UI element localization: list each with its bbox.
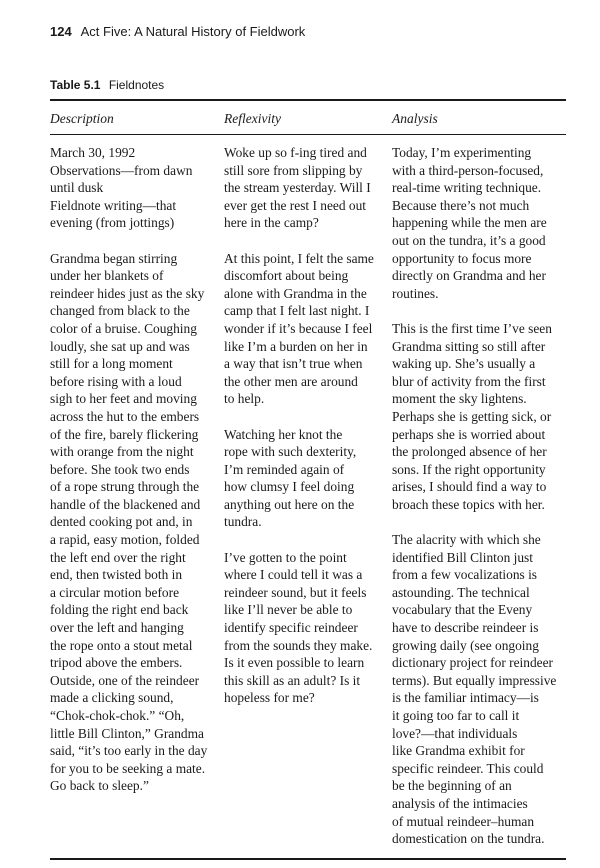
analysis-line: growing daily (see ongoing (392, 637, 539, 653)
reflexivity-line: this skill as an adult? Is it (224, 672, 361, 688)
description-line: the left end over the right (50, 549, 186, 565)
reflexivity-line: like I’ll never be able to (224, 602, 353, 618)
analysis-line: specific reindeer. This could (392, 760, 544, 776)
description-paragraph (50, 144, 220, 232)
analysis-line: Today, I’m experimenting (392, 145, 532, 160)
description-line: a rapid, easy motion, folded (50, 532, 200, 548)
reflexivity-paragraph (224, 426, 386, 532)
description-line: Fieldnote writing—that (50, 197, 177, 213)
reflexivity-line: still sore from slipping by (224, 162, 363, 178)
column-header-description: Description (50, 111, 114, 126)
table-top-rule (50, 99, 566, 101)
analysis-line: The alacrity with which she (392, 532, 541, 548)
analysis-line: Perhaps she is getting sick, or (392, 408, 552, 424)
description-line: for you to be seeking a mate. (50, 760, 206, 776)
reflexivity-line: At this point, I felt the same (224, 250, 374, 266)
analysis-line: of mutual reindeer–human (392, 813, 535, 829)
analysis-line: dictionary project for reindeer (392, 655, 553, 671)
analysis-column (392, 144, 568, 865)
description-paragraph (50, 250, 220, 795)
table-bottom-rule (50, 858, 566, 860)
reflexivity-line: like I’m a burden on her in (224, 338, 368, 354)
analysis-line: with a third-person-focused, (392, 162, 544, 178)
analysis-line: the prolonged absence of her (392, 444, 547, 460)
description-line: over the left and hanging (50, 620, 184, 636)
description-line: a circular motion before (50, 584, 180, 600)
analysis-paragraph (392, 531, 568, 848)
reflexivity-line: the other men are around (224, 373, 358, 389)
reflexivity-line: Is it even possible to learn (224, 655, 365, 671)
reflexivity-line: I’m reminded again of (224, 461, 345, 477)
description-line: with orange from the night (50, 444, 194, 460)
description-line: dented cooking pot and, in (50, 514, 193, 530)
analysis-line: out on the tundra, it’s a good (392, 232, 546, 248)
description-line: of the fire, barely flickering (50, 426, 199, 442)
description-line: said, “it’s too early in the day (50, 743, 208, 759)
analysis-line: Because there’s not much (392, 197, 530, 213)
analysis-line: blur of activity from the first (392, 373, 546, 389)
reflexivity-paragraph (224, 250, 386, 408)
analysis-line: it going too far to call it (392, 708, 520, 723)
description-line: until dusk (50, 180, 104, 196)
analysis-line: This is the first time I’ve seen (392, 320, 552, 336)
description-line: handle of the blackened and (50, 496, 201, 512)
description-line: across the hut to the embers (50, 408, 200, 424)
analysis-line: analysis of the intimacies (392, 795, 528, 811)
reflexivity-line: tundra. (224, 514, 262, 530)
description-line: before rising with a loud (50, 373, 182, 389)
analysis-paragraph (392, 144, 568, 302)
description-line: Outside, one of the reindeer (50, 672, 200, 688)
reflexivity-line: Woke up so f-ing tired and (224, 145, 367, 160)
description-line: the rope onto a stout metal (50, 637, 193, 653)
description-line: Observations—from dawn (50, 162, 193, 178)
reflexivity-line: where I could tell it was a (224, 567, 363, 583)
analysis-line: directly on Grandma and her (392, 268, 546, 284)
analysis-line: waking up. She’s usually a (392, 356, 536, 372)
description-line: under her blankets of (50, 268, 164, 284)
analysis-line: love?—that individuals (392, 725, 518, 741)
analysis-line: sons. If the right opportunity (392, 461, 546, 477)
analysis-line: identified Bill Clinton just (392, 549, 533, 565)
reflexivity-line: alone with Grandma in the (224, 285, 367, 301)
reflexivity-line: Watching her knot the (224, 426, 343, 442)
analysis-line: routines. (392, 285, 439, 301)
description-line: Grandma began stirring (50, 250, 178, 266)
analysis-line: broach these topics with her. (392, 496, 545, 512)
analysis-line: happening while the men are (392, 215, 547, 231)
reflexivity-line: identify specific reindeer (224, 620, 358, 636)
description-line: folding the right end back (50, 602, 189, 618)
description-line: still for a long moment (50, 356, 173, 372)
description-line: Go back to sleep.” (50, 778, 149, 794)
analysis-line: is the familiar intimacy—is (392, 690, 539, 706)
analysis-line: perhaps she is worried about (392, 426, 546, 442)
table-caption (50, 78, 164, 92)
reflexivity-line: rope with such dexterity, (224, 444, 357, 460)
table-caption-title: Fieldnotes (108, 78, 165, 92)
reflexivity-column (224, 144, 386, 725)
reflexivity-line: from the sounds they make. (224, 637, 373, 653)
reflexivity-paragraph (224, 144, 386, 232)
column-header-reflexivity: Reflexivity (224, 111, 281, 126)
description-line: evening (from jottings) (50, 215, 175, 231)
analysis-line: Grandma sitting so still after (392, 338, 546, 354)
reflexivity-line: anything out here on the (224, 496, 355, 512)
description-line: little Bill Clinton,” Grandma (50, 725, 204, 741)
table-caption-label: Table 5.1 (50, 78, 101, 92)
description-line: of a rope strung through the (50, 479, 200, 495)
analysis-paragraph (392, 320, 568, 514)
description-line: end, then twisted both in (50, 567, 183, 583)
reflexivity-line: hopeless for me? (224, 690, 315, 706)
analysis-line: be the beginning of an (392, 778, 512, 794)
reflexivity-line: the stream yesterday. Will I (224, 180, 371, 196)
analysis-line: vocabulary that the Eveny (392, 602, 533, 618)
analysis-line: astounding. The technical (392, 584, 530, 600)
description-column (50, 144, 220, 813)
reflexivity-line: camp that I felt last night. I (224, 303, 370, 319)
description-line: changed from black to the (50, 303, 190, 319)
description-line: color of a bruise. Coughing (50, 320, 197, 336)
reflexivity-line: discomfort about being (224, 268, 349, 284)
description-line: before. She took two ends (50, 461, 190, 477)
running-head (50, 24, 305, 39)
analysis-line: opportunity to focus more (392, 250, 532, 266)
table-header-rule (50, 134, 566, 135)
running-head-title: Act Five: A Natural History of Fieldwork (80, 24, 306, 39)
analysis-line: terms). But equally impressive (392, 672, 557, 688)
reflexivity-line: here in the camp? (224, 215, 319, 231)
analysis-line: moment the sky lightens. (392, 391, 527, 407)
reflexivity-line: to help. (224, 391, 265, 407)
reflexivity-line: how clumsy I feel doing (224, 479, 355, 495)
description-line: tripod above the embers. (50, 655, 183, 671)
description-line: “Chok-chok-chok.” “Oh, (50, 708, 185, 723)
description-line: sigh to her feet and moving (50, 391, 197, 407)
page-number: 124 (50, 24, 72, 39)
analysis-line: domestication on the tundra. (392, 831, 545, 847)
reflexivity-line: reindeer sound, but it feels (224, 584, 367, 600)
reflexivity-line: ever get the rest I need out (224, 197, 367, 213)
reflexivity-line: I’ve gotten to the point (224, 549, 347, 565)
analysis-line: like Grandma exhibit for (392, 743, 525, 759)
analysis-line: from a few vocalizations is (392, 567, 538, 583)
reflexivity-line: wonder if it’s because I feel (224, 320, 373, 336)
description-line: March 30, 1992 (50, 145, 136, 160)
reflexivity-line: a way that isn’t true when (224, 356, 363, 372)
column-header-analysis: Analysis (392, 111, 438, 126)
description-line: made a clicking sound, (50, 690, 174, 706)
reflexivity-paragraph (224, 549, 386, 707)
description-line: loudly, she sat up and was (50, 338, 190, 354)
description-line: reindeer hides just as the sky (50, 285, 205, 301)
analysis-line: have to describe reindeer is (392, 620, 539, 636)
analysis-line: real-time writing technique. (392, 180, 542, 196)
analysis-line: arises, I should find a way to (392, 479, 547, 495)
